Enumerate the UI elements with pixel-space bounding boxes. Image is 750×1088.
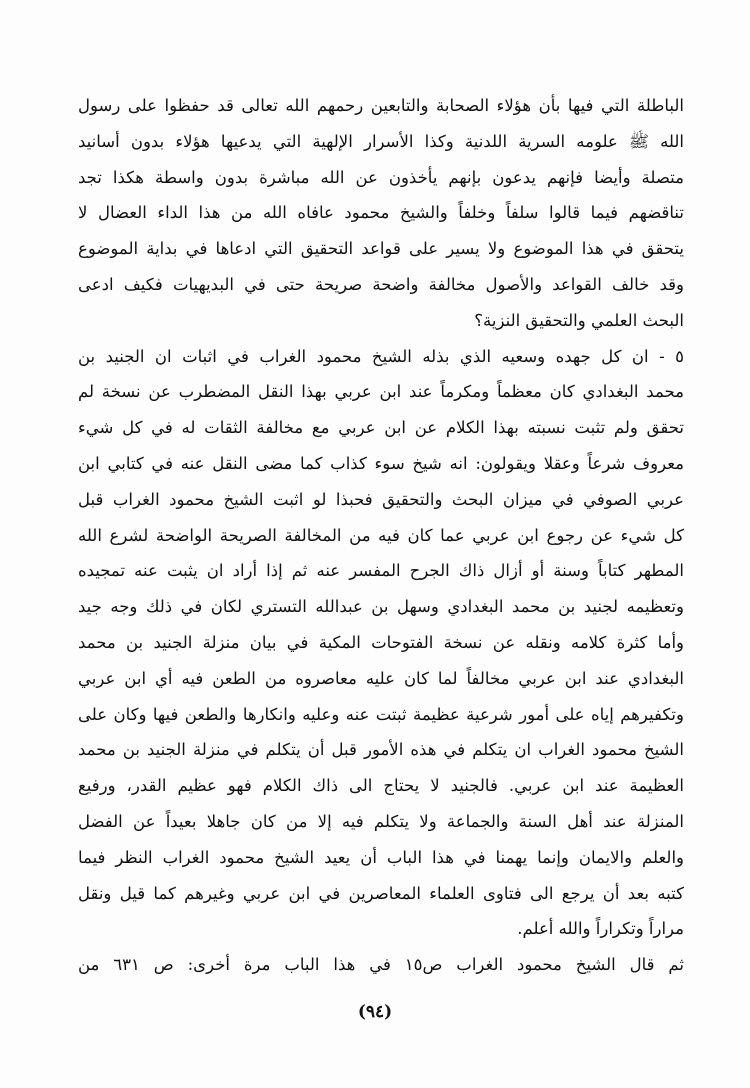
text-line: معروف شرعاً وعقلا ويقولون: انه شيخ سوء كذاب كما مضى النقل عنه في كتابي ابن: [78, 453, 684, 473]
text-line: كل شيء عن رجوع ابن عربي عما كان فيه من المخالفة الصريحة الواضحة لشرع الله: [78, 525, 684, 545]
text-line: الباطلة التي فيها بأن هؤلاء الصحابة والتابعين رحمهم الله تعالى قد حفظوا على رسول: [78, 96, 684, 115]
text-line: والعلم والايمان وإنما يهمنا في هذا الباب أن يعيد الشيخ محمود الغراب النظر فيما: [78, 847, 684, 867]
text-line: محمد البغدادي كان معظماً ومكرماً عند ابن عربي بهذا النقل المضطرب عن نسخة لم: [78, 382, 684, 402]
text-line: ٥ - ان كل جهده وسعيه الذي بذله الشيخ محمود الغراب في اثبات ان الجنيد بن: [78, 346, 684, 366]
text-line: وتكفيرهم إياه على أمور شرعية عظيمة ثبتت عنه وعليه وانكارها والطعن فيها وكان على: [78, 704, 684, 724]
text-line: الله ﷺ علومه السرية اللدنية وكذا الأسرار الإلهية التي يدعيها هؤلاء بدون أسانيد: [78, 131, 684, 151]
text-line: وتعظيمه لجنيد بن محمد البغدادي وسهل بن عبدالله التستري لكان في ذلك وجه جيد: [78, 597, 684, 617]
text-line: وأما كثرة كلامه ونقله عن نسخة الفتوحات المكية في بيان منزلة الجنيد بن محمد: [78, 632, 684, 652]
text-line: يتحقق في هذا الموضوع ولا يسير على قواعد التحقيق التي ادعاها في بداية الموضوع: [78, 239, 684, 259]
text-line: المنزلة عند أهل السنة والجماعة ولا يتكلم فيه إلا من كان جاهلا بعيداً عن الفضل: [78, 811, 684, 831]
text-line: عربي الصوفي في ميزان البحث والتحقيق فحبذا لو اثبت الشيخ محمود الغراب قبل: [78, 489, 684, 509]
text-line: مراراً وتكراراً والله أعلم.: [517, 919, 684, 939]
text-line: البحث العلمي والتحقيق النزية؟: [474, 310, 684, 330]
text-line: تحقق ولم تثبت نسبته بهذا الكلام عن ابن عربي مع مخالفة الثقات له في كل شيء: [78, 418, 684, 438]
text-line: المطهر كتاباً وسنة أو أزال ذاك الجرح المفسر عنه ثم إذا أراد ان يثبت عنه تمجيده: [78, 561, 684, 581]
text-line: تناقضهم فيما قالوا سلفاً وخلفاً والشيخ محمود عافاه الله من هذا الداء العضال لا: [78, 203, 684, 223]
text-line: متصلة وأيضا فإنهم يدعون بإنهم يأخذون عن الله مباشرة بدون واسطة هكذا تجد: [78, 167, 684, 187]
text-line: كتبه بعد أن يرجع الى فتاوى العلماء المعاصرين في ابن عربي وغيرهم كما قيل ونقل: [78, 883, 684, 903]
body-text: [78, 88, 684, 983]
text-line: الشيخ محمود الغراب ان يتكلم في هذه الأمور قبل أن يتكلم في منزلة الجنيد بن محمد: [78, 740, 684, 760]
page-number: (٩٤): [357, 1002, 393, 1022]
text-line: البغدادي عند ابن عربي مخالفاً لما كان عليه معاصروه من الطعن فيه أي ابن عربي: [78, 668, 684, 688]
text-line: ثم قال الشيخ محمود الغراب ص١٥ في هذا الباب مرة أخرى: ص ٦٣١ من: [78, 955, 684, 975]
text-line: العظيمة عند ابن عربي. فالجنيد لا يحتاج الى ذاك الكلام فهو عظيم القدر، ورفيع: [78, 776, 684, 796]
text-line: وقد خالف القواعد والأصول مخالفة واضحة صريحة حتى في البديهيات فكيف ادعى: [78, 274, 684, 294]
